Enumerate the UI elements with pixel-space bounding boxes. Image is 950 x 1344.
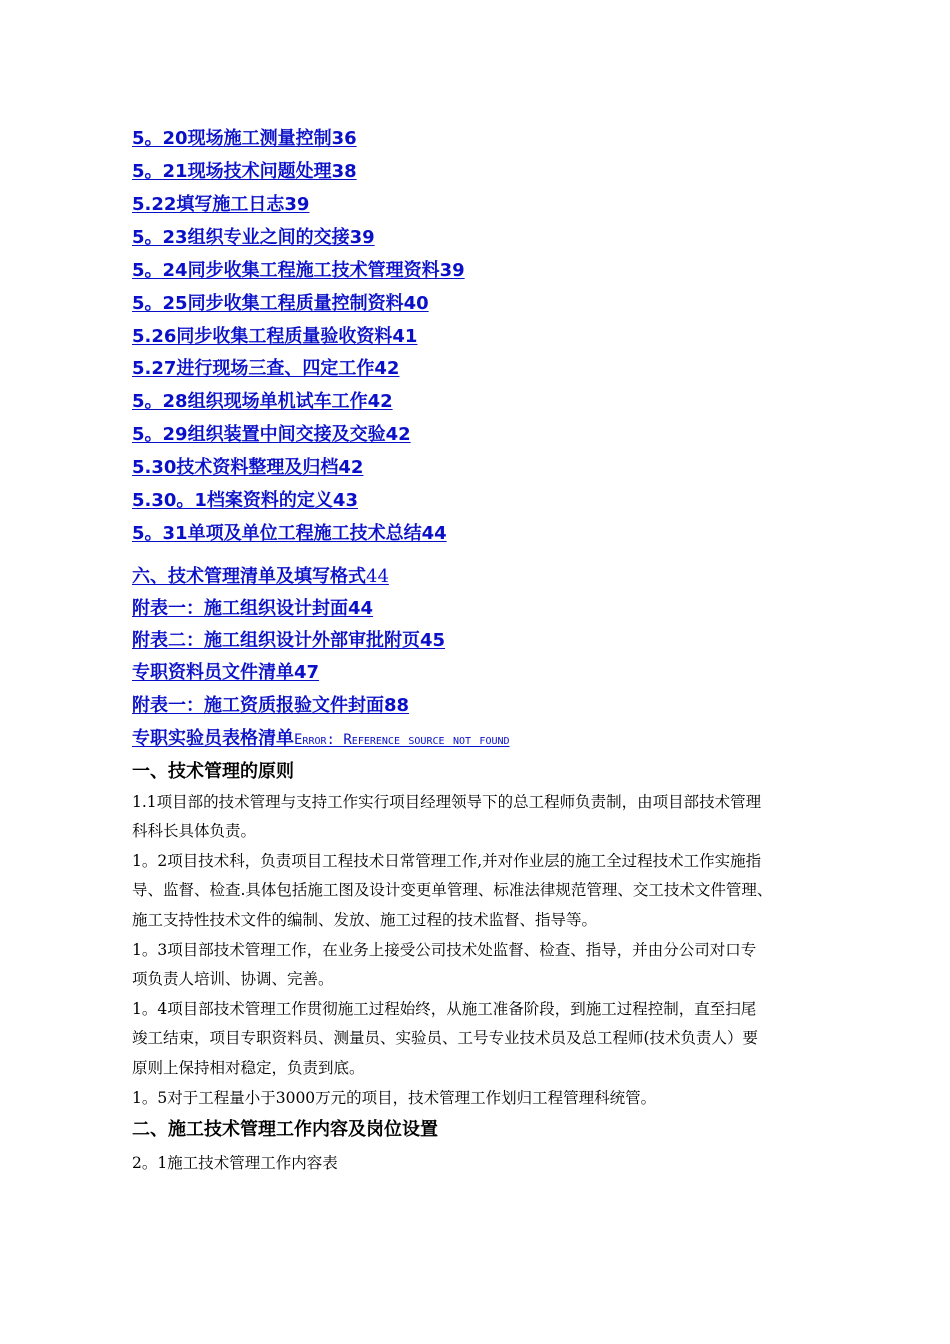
section-heading-content-and-roles: 二、施工技术管理工作内容及岗位设置	[132, 1119, 438, 1140]
toc-link-5-24[interactable]: 5。24同步收集工程施工技术管理资料39	[132, 260, 465, 281]
toc-link-5-21[interactable]: 5。21现场技术问题处理38	[132, 161, 357, 182]
paragraph-line: 1。4项目部技术管理工作贯彻施工过程始终，从施工准备阶段，到施工过程控制，直至扫尾	[132, 1000, 757, 1018]
toc-link-5-30-1[interactable]: 5.30。1档案资料的定义43	[132, 490, 358, 511]
toc-link-chapter-6[interactable]	[132, 566, 389, 588]
toc-link-5-22[interactable]: 5.22填写施工日志39	[132, 194, 310, 215]
paragraph-line: 1。3项目部技术管理工作，在业务上接受公司技术处监督、检查、指导，并由分公司对口专	[132, 941, 757, 959]
toc-link-5-29[interactable]: 5。29组织装置中间交接及交验42	[132, 424, 411, 445]
paragraph-line: 竣工结束，项目专职资料员、测量员、实验员、工号专业技术员及总工程师(技术负责人）要	[132, 1029, 759, 1047]
paragraph-line: 1。5对于工程量小于3000万元的项目，技术管理工作划归工程管理科统管。	[132, 1089, 657, 1107]
toc-link-appendix-1[interactable]: 附表一：施工组织设计封面44	[132, 598, 374, 619]
paragraph-line: 科科长具体负责。	[132, 822, 257, 840]
toc-link-appendix-2[interactable]: 附表二：施工组织设计外部审批附页45	[132, 630, 446, 651]
toc-link-lab-forms[interactable]	[132, 728, 510, 751]
section-heading-principles: 一、技术管理的原则	[132, 761, 294, 782]
reference-error: Error: Reference source not found	[294, 732, 510, 748]
toc-link-5-25[interactable]: 5。25同步收集工程质量控制资料40	[132, 293, 429, 314]
toc-link-5-31[interactable]: 5。31单项及单位工程施工技术总结44	[132, 523, 447, 544]
toc-label: 六、技术管理清单及填写格式	[132, 566, 366, 587]
toc-link-5-26[interactable]: 5.26同步收集工程质量验收资料41	[132, 326, 418, 347]
paragraph-line: 2。1施工技术管理工作内容表	[132, 1154, 338, 1172]
paragraph-line: 项负责人培训、协调、完善。	[132, 970, 334, 988]
paragraph-line: 1.1项目部的技术管理与支持工作实行项目经理领导下的总工程师负责制，由项目部技术管理	[132, 793, 762, 811]
toc-label: 专职实验员表格清单	[132, 728, 294, 749]
paragraph-line: 施工支持性技术文件的编制、发放、施工过程的技术监督、指导等。	[132, 911, 598, 929]
toc-link-5-20[interactable]: 5。20现场施工测量控制36	[132, 128, 357, 149]
toc-link-5-27[interactable]: 5.27进行现场三查、四定工作42	[132, 358, 400, 379]
toc-page-number: 44	[366, 566, 389, 587]
paragraph-line: 导、监督、检查.具体包括施工图及设计变更单管理、标准法律规范管理、交工技术文件管理、	[132, 881, 773, 899]
toc-link-5-28[interactable]: 5。28组织现场单机试车工作42	[132, 391, 393, 412]
toc-link-appendix-1-qualification[interactable]: 附表一：施工资质报验文件封面88	[132, 695, 410, 716]
paragraph-line: 1。2项目技术科，负责项目工程技术日常管理工作,并对作业层的施工全过程技术工作实施指	[132, 852, 762, 870]
paragraph-line: 原则上保持相对稳定，负责到底。	[132, 1059, 365, 1077]
toc-link-5-30[interactable]: 5.30技术资料整理及归档42	[132, 457, 364, 478]
toc-link-5-23[interactable]: 5。23组织专业之间的交接39	[132, 227, 375, 248]
toc-link-archivist-list[interactable]: 专职资料员文件清单47	[132, 662, 320, 683]
